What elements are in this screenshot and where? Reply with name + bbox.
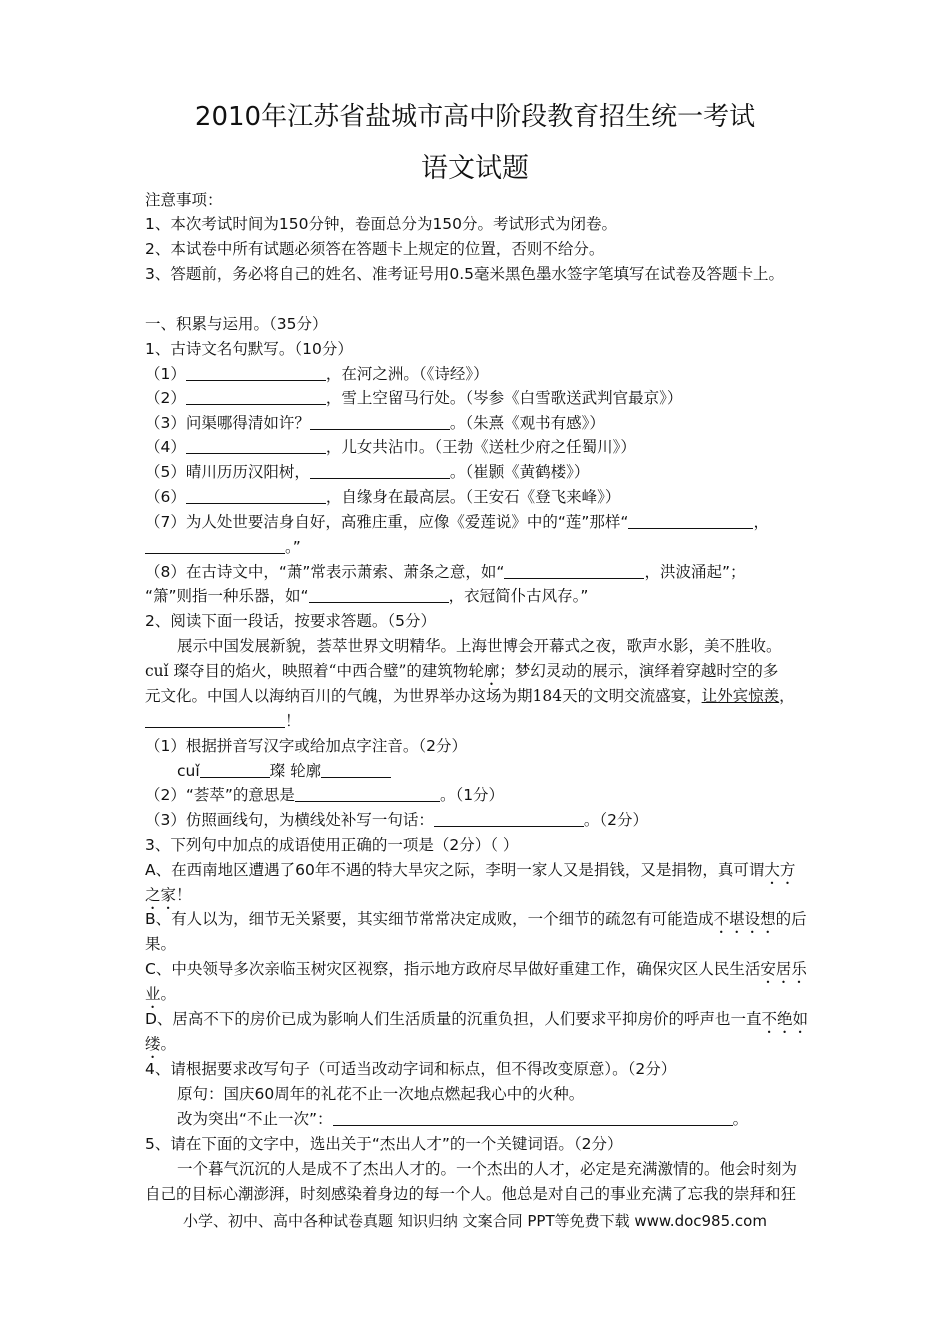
- recitation-line: [145, 437, 865, 457]
- line-text: ，衣冠简仆古风存。”: [448, 587, 589, 605]
- subquestion: （1）根据拼音写汉字或给加点字注音。（2分）: [145, 737, 467, 755]
- passage-line: [145, 661, 865, 689]
- recitation-line: [145, 537, 865, 557]
- passage-line: [145, 686, 865, 706]
- answer-blank[interactable]: [186, 437, 326, 454]
- option-line: [145, 1034, 865, 1062]
- recitation-line: [145, 388, 865, 408]
- subquestion: [145, 810, 865, 830]
- question-heading: 2、阅读下面一段话，按要求答题。（5分）: [145, 612, 436, 630]
- line-text: （1）: [145, 365, 186, 383]
- line-text: （4）: [145, 438, 186, 456]
- passage-line: 展示中国发展新貌，荟萃世界文明精华。上海世博会开幕式之夜，歌声水影，美不胜收。: [177, 637, 782, 655]
- question-heading: 4、请根据要求改写句子（可适当改动字词和标点，但不得改变原意）。（2分）: [145, 1060, 677, 1078]
- original-sentence: 原句：国庆60周年的礼花不止一次地点燃起我心中的火种。: [177, 1085, 585, 1103]
- answer-blank[interactable]: [145, 711, 285, 728]
- dotted-idiom: 安居乐: [760, 960, 807, 978]
- line-text: （5）晴川历历汉阳树，: [145, 463, 310, 481]
- line-text: （2）“荟萃”的意思是: [145, 786, 295, 804]
- question-heading: 5、请在下面的文字中，选出关于“杰出人才”的一个关键词语。（2分）: [145, 1135, 623, 1153]
- answer-blank[interactable]: [333, 1109, 733, 1126]
- exam-title: 2010年江苏省盐城市高中阶段教育招生统一考试: [194, 102, 756, 132]
- section-heading: 一、积累与运用。（35分）: [145, 315, 328, 333]
- underlined-phrase: 让外宾惊羡: [701, 687, 780, 705]
- line-text: 。（朱熹《观书有感》）: [449, 414, 605, 432]
- line-text: ，自缘身在最高层。（王安石《登飞来峰》）: [325, 488, 621, 506]
- answer-blank[interactable]: [295, 785, 440, 802]
- recitation-line: [145, 512, 865, 532]
- line-text: ，: [779, 687, 795, 705]
- line-text: B、有人以为，细节无关紧要，其实细节常常决定成败，一个细节的疏忽有可能造成: [145, 910, 714, 928]
- answer-blank[interactable]: [504, 562, 644, 579]
- line-text: 改为突出“不止一次”：: [177, 1110, 333, 1128]
- line-text: （2）: [145, 389, 186, 407]
- option-line: [145, 909, 865, 937]
- line-text: 的后: [775, 910, 807, 928]
- notice-item: 2、本试卷中所有试题必须答在答题卡上规定的位置，否则不给分。: [145, 240, 605, 258]
- line-text: 。（2分）: [583, 811, 648, 829]
- passage-line: 一个暮气沉沉的人是成不了杰出人才的。一个杰出的人才，必定是充满激情的。他会时刻为: [177, 1160, 798, 1178]
- answer-blank[interactable]: [200, 761, 270, 778]
- line-text: ！: [176, 886, 192, 904]
- line-text: 。: [160, 985, 177, 1003]
- notice-item: 3、答题前，务必将自己的姓名、准考证号用0.5毫米黑色墨水签字笔填写在试卷及答题卡上。: [145, 265, 785, 283]
- footer-text: 小学、初中、高中各种试卷真题 知识归纳 文案合同 PPT等免费下载 www.doc985.com: [183, 1212, 767, 1230]
- passage-line: 自己的目标心潮澎湃，时刻感染着身边的每一个人。他总是对自己的事业充满了忘我的崇拜和狂: [145, 1185, 797, 1203]
- rewrite-line: [177, 1109, 897, 1129]
- line-text: ；梦幻灵动的展示，演绎着穿越时空的多: [499, 662, 779, 680]
- dotted-idiom: 缕: [145, 1035, 161, 1053]
- line-text: （3）仿照画线句，为横线处补写一句话：: [145, 811, 434, 829]
- line-text: cuǐ: [177, 762, 200, 780]
- line-text: （6）: [145, 488, 186, 506]
- answer-blank[interactable]: [434, 810, 584, 827]
- line-text: ！: [285, 712, 301, 730]
- answer-blank[interactable]: [628, 512, 753, 529]
- line-text: ，雪上空留马行处。（岑参《白雪歌送武判官最京》）: [325, 389, 683, 407]
- option-line: 果。: [145, 935, 177, 953]
- notice-heading: 注意事项：: [145, 191, 223, 209]
- option-line: [145, 959, 865, 987]
- line-text: ，在河之洲。（《诗经》）: [325, 365, 489, 383]
- line-text: 。: [160, 1035, 177, 1053]
- option-line: [145, 1009, 865, 1037]
- line-text: ，: [753, 513, 769, 531]
- line-text: 。: [732, 1110, 749, 1128]
- subquestion-answer: [177, 761, 897, 781]
- notice-item: 1、本次考试时间为150分钟，卷面总分为150分。考试形式为闭卷。: [145, 215, 618, 233]
- question-heading: 3、下列句中加点的成语使用正确的一项是（2分）（ ）: [145, 836, 519, 854]
- line-text: 。（1分）: [439, 786, 505, 804]
- recitation-line: [145, 586, 865, 606]
- line-text: 。”: [285, 538, 301, 556]
- line-text: （8）在古诗文中，“萧”常表示萧索、萧条之意，如“: [145, 563, 505, 581]
- dotted-idiom: 大方: [764, 861, 796, 879]
- line-text: “箫”则指一种乐器，如“: [145, 587, 309, 605]
- line-text: ，洪波涌起”；: [644, 563, 746, 581]
- subquestion: [145, 785, 865, 805]
- recitation-line: [145, 462, 865, 482]
- answer-blank[interactable]: [186, 487, 326, 504]
- recitation-line: [145, 562, 865, 582]
- line-text: 璨 轮廓: [269, 762, 322, 780]
- line-text: 。（崔颢《黄鹤楼》）: [449, 463, 590, 481]
- answer-blank[interactable]: [309, 586, 449, 603]
- recitation-line: [145, 413, 865, 433]
- line-text: ，儿女共沾巾。（王勃《送杜少府之任蜀川》）: [325, 438, 636, 456]
- answer-blank[interactable]: [310, 413, 450, 430]
- passage-line: [145, 711, 865, 731]
- line-text: D、居高不下的房价已成为影响人们生活质量的沉重负担，人们要求平抑房价的呼声也一直: [145, 1010, 762, 1028]
- answer-blank[interactable]: [186, 388, 326, 405]
- dotted-char: 廓: [483, 662, 500, 680]
- dotted-idiom: 之家: [145, 886, 177, 904]
- answer-blank[interactable]: [310, 462, 450, 479]
- exam-subtitle: 语文试题: [421, 153, 529, 184]
- line-text: C、中央领导多次亲临玉树灾区视察，指示地方政府尽早做好重建工作，确保灾区人民生活: [145, 960, 761, 978]
- line-text: cuǐ 璨夺目的焰火，映照着“中西合璧”的建筑物轮: [145, 662, 484, 680]
- line-text: （3）问渠哪得清如许？: [145, 414, 310, 432]
- option-line: [145, 984, 865, 1012]
- dotted-idiom: 业: [145, 985, 161, 1003]
- recitation-line: [145, 487, 865, 507]
- answer-blank[interactable]: [145, 537, 285, 554]
- dotted-idiom: 不堪设想: [713, 910, 776, 928]
- dotted-idiom: 不绝如: [761, 1010, 808, 1028]
- line-text: 元文化。中国人以海纳百川的气魄，为世界举办这场为期184天的文明交流盛宴，: [145, 687, 702, 705]
- question-heading: 1、古诗文名句默写。（10分）: [145, 340, 353, 358]
- recitation-line: [145, 364, 865, 384]
- answer-blank[interactable]: [321, 761, 391, 778]
- line-text: （7）为人处世要洁身自好，高雅庄重，应像《爱莲说》中的“莲”那样“: [145, 513, 629, 531]
- answer-blank[interactable]: [186, 364, 326, 381]
- line-text: A、在西南地区遭遇了60年不遇的特大旱灾之际，李明一家人又是捐钱，又是捐物，真可谓: [145, 861, 765, 879]
- option-line: [145, 860, 865, 888]
